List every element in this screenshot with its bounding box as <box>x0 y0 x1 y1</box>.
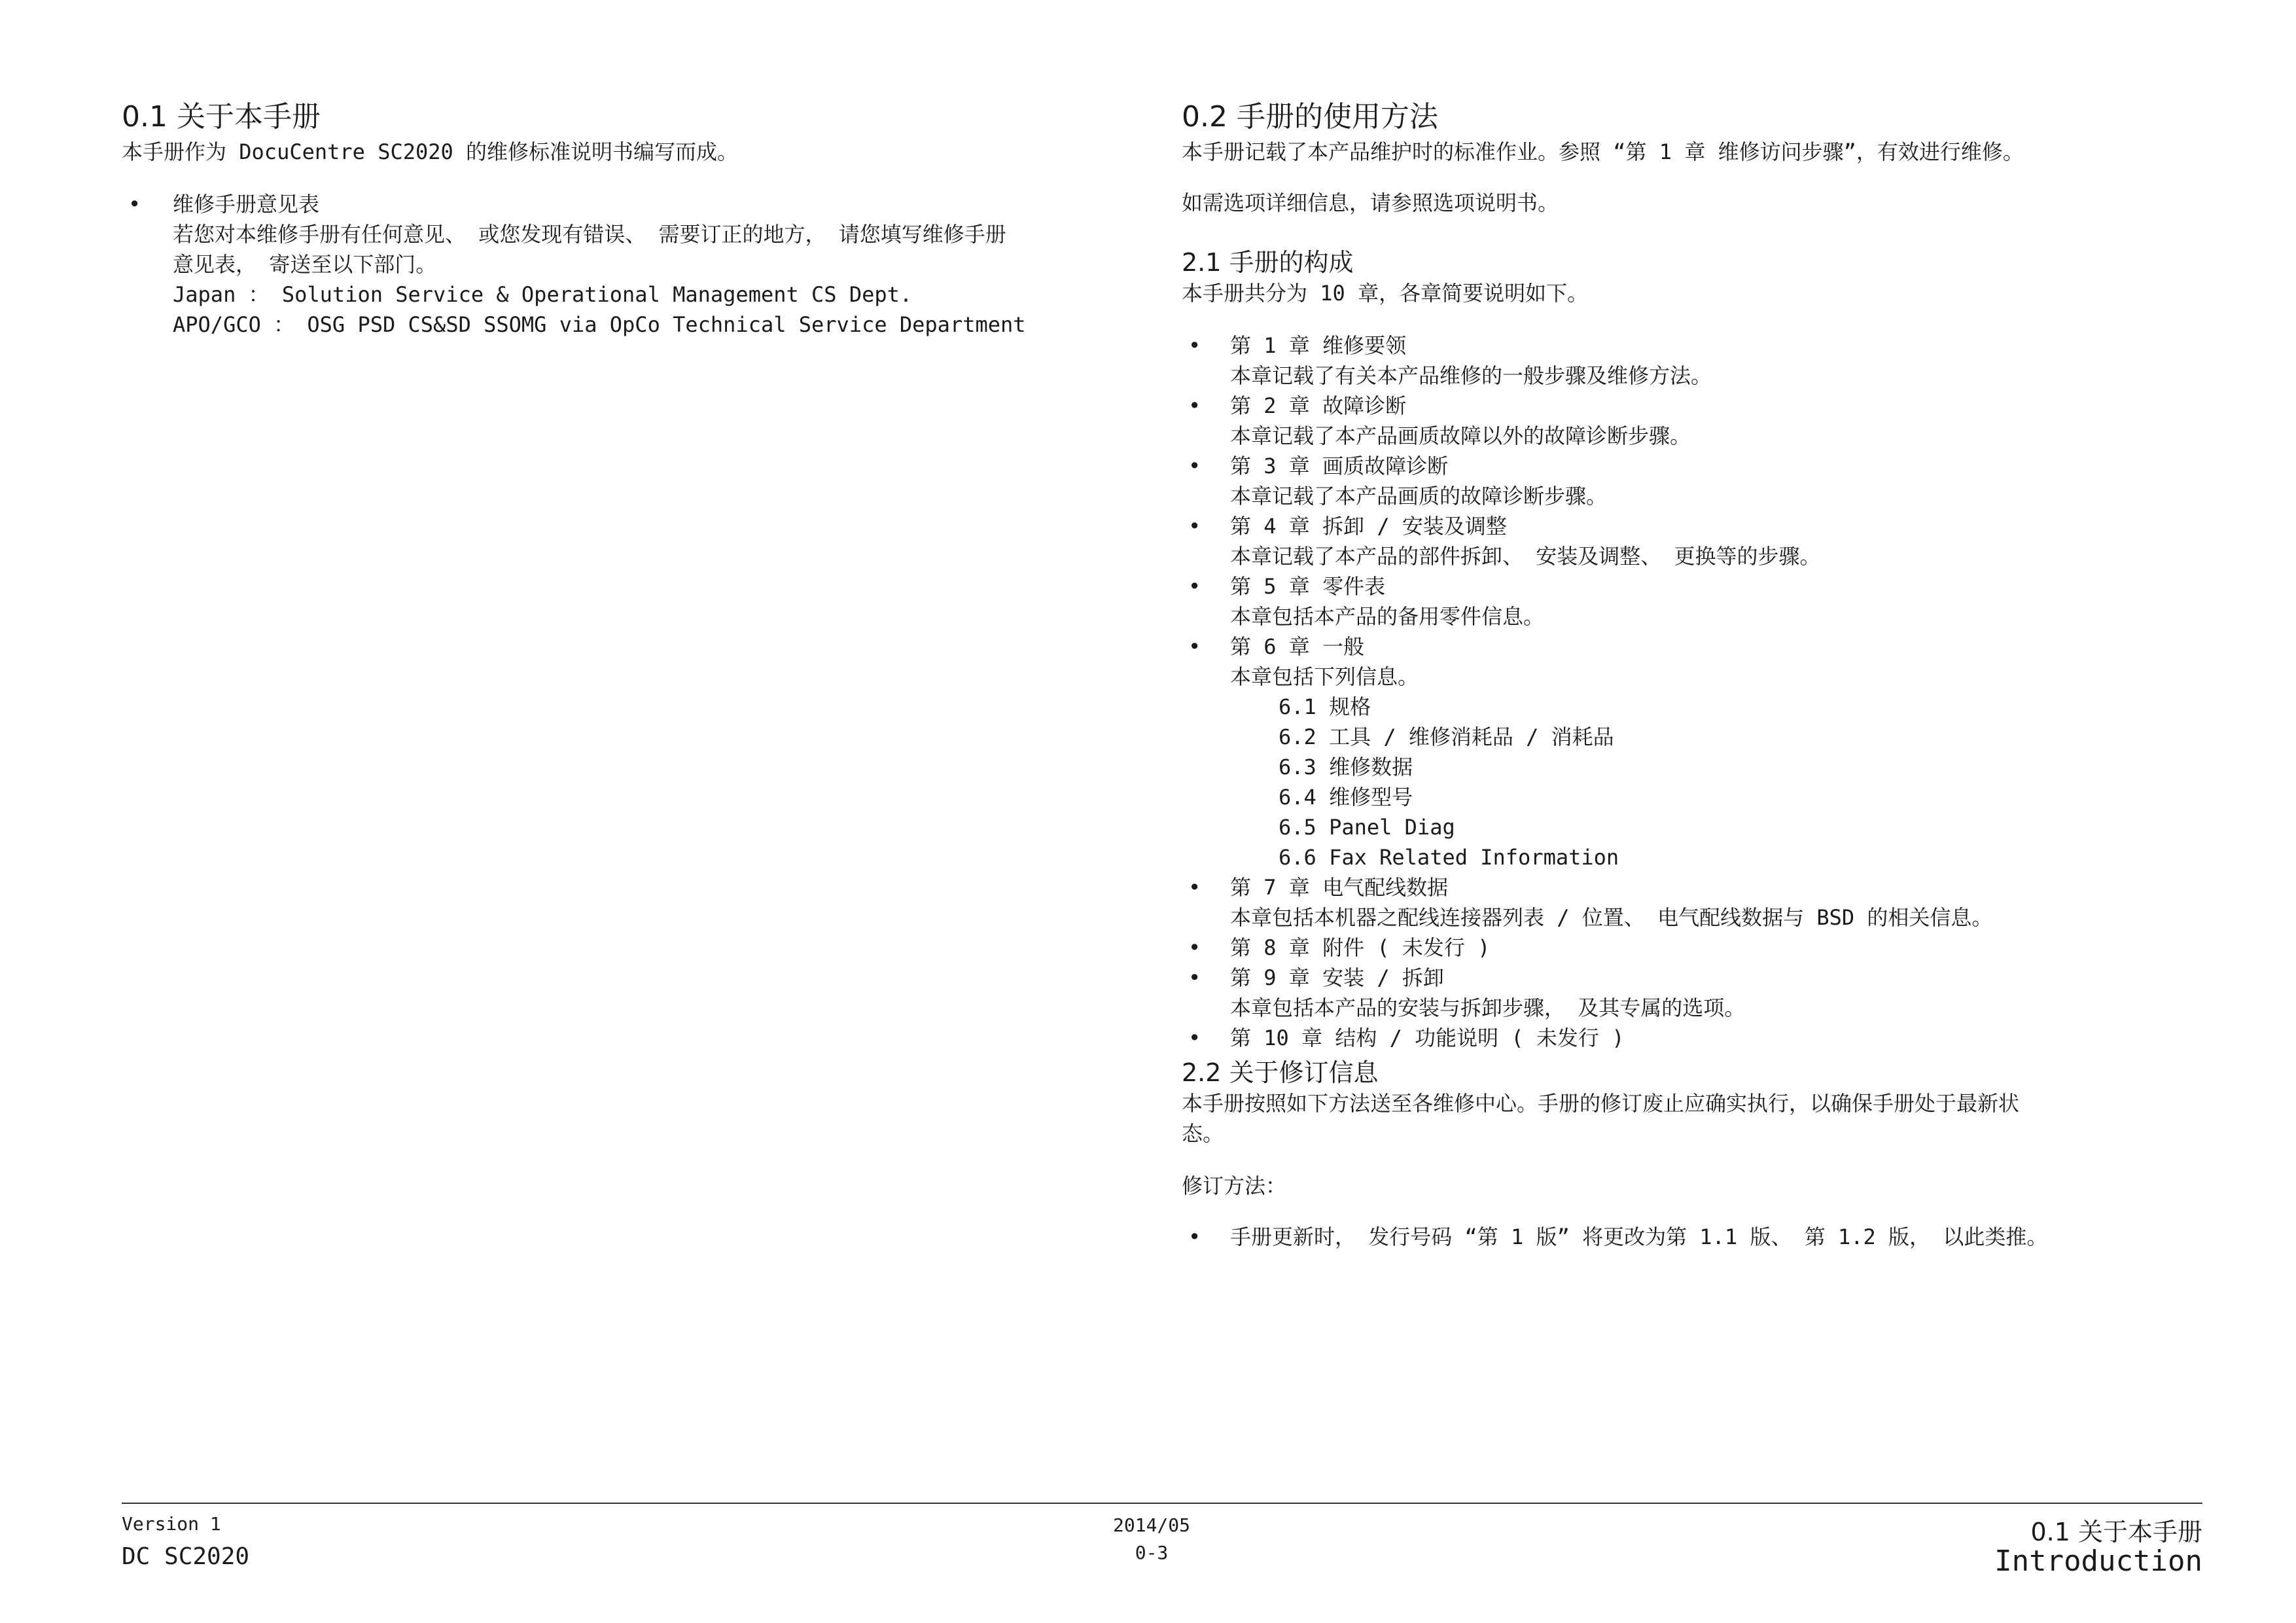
footer-page-number: 0-3 <box>1135 1542 1169 1563</box>
bullet-dot: • <box>1188 333 1201 358</box>
footer-chapter-name: Introduction <box>1994 1544 2202 1578</box>
bullet-dot: • <box>1188 1224 1201 1249</box>
section-0-2-intro2: 如需选项详细信息，请参照选项说明书。 <box>1182 190 1559 215</box>
bullet-dot: • <box>1188 393 1201 418</box>
section-2-1-intro: 本手册共分为 10 章，各章简要说明如下。 <box>1182 281 1589 306</box>
footer-model: DC SC2020 <box>122 1543 250 1570</box>
chapter-desc: 本章包括本产品的安装与拆卸步骤， 及其专属的选项。 <box>1230 995 1746 1020</box>
footer-section-title: 0.1 关于本手册 <box>2030 1518 2202 1546</box>
chapter-6-subitem: 6.3 维修数据 <box>1279 755 1413 779</box>
section-0-2-intro: 本手册记载了本产品维护时的标准作业。参照 “第 1 章 维修访问步骤”，有效进行维修。 <box>1182 139 2024 164</box>
chapter-desc: 本章记载了有关本产品维修的一般步骤及维修方法。 <box>1230 363 1712 388</box>
footer-divider <box>122 1503 2202 1504</box>
feedback-line: 意见表， 寄送至以下部门。 <box>173 252 437 277</box>
chapter-title: 第 1 章 维修要领 <box>1230 333 1407 358</box>
chapter-desc: 本章记载了本产品的部件拆卸、 安装及调整、 更换等的步骤。 <box>1230 544 1821 569</box>
chapter-title: 第 2 章 故障诊断 <box>1230 393 1407 418</box>
revision-method-item: 手册更新时， 发行号码 “第 1 版” 将更改为第 1.1 版、 第 1.2 版， 以此类推。 <box>1230 1224 2048 1249</box>
chapter-6-subitem: 6.1 规格 <box>1279 694 1371 719</box>
feedback-line: APO/GCO ： OSG PSD CS&SD SSOMG via OpCo Technical Service Department <box>173 312 1026 337</box>
chapter-desc: 本章记载了本产品画质故障以外的故障诊断步骤。 <box>1230 423 1691 448</box>
chapter-title: 第 3 章 画质故障诊断 <box>1230 454 1449 478</box>
feedback-line: 若您对本维修手册有任何意见、 或您发现有错误、 需要订正的地方， 请您填写维修手册 <box>173 222 1006 247</box>
bullet-dot: • <box>1188 634 1201 659</box>
revision-method-label: 修订方法： <box>1182 1173 1287 1198</box>
section-0-1-intro: 本手册作为 DocuCentre SC2020 的维修标准说明书编写而成。 <box>122 139 739 164</box>
chapter-title: 第 5 章 零件表 <box>1230 574 1386 599</box>
chapter-title: 第 7 章 电气配线数据 <box>1230 875 1449 900</box>
section-2-1-heading: 2.1 手册的构成 <box>1182 248 1354 277</box>
revision-paragraph: 本手册按照如下方法送至各维修中心。手册的修订废止应确实执行，以确保手册处于最新状 <box>1182 1091 2020 1116</box>
bullet-dot: • <box>1188 574 1201 599</box>
footer-date: 2014/05 <box>1113 1514 1191 1536</box>
chapter-6-subitem: 6.2 工具 / 维修消耗品 / 消耗品 <box>1279 724 1614 749</box>
bullet-dot: • <box>128 192 141 217</box>
bullet-dot: • <box>1188 935 1201 960</box>
chapter-title: 第 4 章 拆卸 / 安装及调整 <box>1230 514 1507 539</box>
section-0-1-heading: 0.1 关于本手册 <box>122 100 321 134</box>
chapter-title: 第 10 章 结构 / 功能说明 ( 未发行 ) <box>1230 1026 1625 1050</box>
chapter-desc: 本章包括下列信息。 <box>1230 664 1419 689</box>
revision-paragraph-cont: 态。 <box>1182 1121 1224 1146</box>
bullet-dot: • <box>1188 1026 1201 1050</box>
chapter-desc: 本章记载了本产品画质的故障诊断步骤。 <box>1230 484 1608 508</box>
section-0-2-heading: 0.2 手册的使用方法 <box>1182 100 1438 134</box>
chapter-desc: 本章包括本产品的备用零件信息。 <box>1230 604 1545 629</box>
bullet-dot: • <box>1188 454 1201 478</box>
footer-version: Version 1 <box>122 1513 221 1535</box>
feedback-form-title: 维修手册意见表 <box>173 192 320 217</box>
section-2-2-heading: 2.2 关于修订信息 <box>1182 1058 1379 1087</box>
chapter-6-subitem: 6.4 维修型号 <box>1279 785 1413 810</box>
bullet-dot: • <box>1188 514 1201 539</box>
chapter-title: 第 9 章 安装 / 拆卸 <box>1230 965 1444 990</box>
bullet-dot: • <box>1188 965 1201 990</box>
chapter-6-subitem: 6.6 Fax Related Information <box>1279 845 1619 870</box>
chapter-6-subitem: 6.5 Panel Diag <box>1279 815 1455 840</box>
chapter-title: 第 6 章 一般 <box>1230 634 1365 659</box>
chapter-title: 第 8 章 附件 ( 未发行 ) <box>1230 935 1491 960</box>
bullet-dot: • <box>1188 875 1201 900</box>
chapter-desc: 本章包括本机器之配线连接器列表 / 位置、 电气配线数据与 BSD 的相关信息。 <box>1230 905 1993 930</box>
feedback-line: Japan ： Solution Service & Operational Management CS Dept. <box>173 282 913 307</box>
